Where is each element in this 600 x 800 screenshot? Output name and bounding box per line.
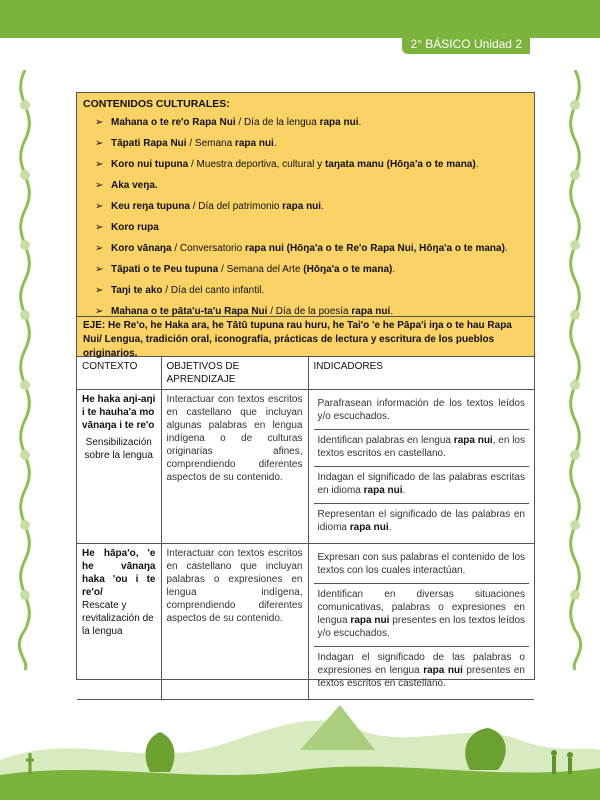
punctuation: . [321, 201, 324, 212]
cultural-item [95, 243, 528, 255]
cultural-item-desc: / Semana [186, 138, 235, 149]
right-ornament-border [560, 70, 590, 670]
indicators-cell [308, 544, 534, 700]
cultural-item [95, 264, 528, 276]
indicator-item [314, 547, 530, 584]
cultural-item-desc: / Muestra deportiva, cultural y [188, 159, 325, 170]
indicator-text: Indagan el significado de las palabras escritas en idioma [317, 472, 525, 496]
unit-tag: 2° BÁSICO Unidad 2 [402, 34, 530, 54]
indicator-term: rapa nui [423, 665, 463, 676]
cultural-item-term: (Hōŋa'a o te mana) [303, 264, 393, 275]
arrow-bullet-icon: ➢ [95, 138, 104, 149]
cultural-item-term: rapa nui [234, 138, 274, 149]
arrow-bullet-icon: ➢ [95, 117, 104, 128]
cultural-item-term: rapa nui (Hōŋa'a o te Re'o Rapa Nui, Hōŋa'a o te mana) [244, 243, 505, 254]
cultural-item-name: Keu reŋa tupuna [111, 201, 190, 212]
context-cell [77, 390, 161, 544]
cultural-item-desc: / Conversatorio [171, 243, 245, 254]
cultural-item [95, 285, 528, 297]
cultural-item-desc: / Semana del Arte [218, 264, 304, 275]
cultural-item-name: Taŋi te ako [111, 285, 163, 296]
arrow-bullet-icon: ➢ [95, 201, 104, 212]
context-cell [77, 544, 161, 700]
learning-grid [77, 357, 534, 700]
cultural-item-name: Tāpati Rapa Nui [111, 138, 187, 149]
punctuation: . [392, 264, 396, 275]
cultural-contents-section [77, 93, 534, 317]
cultural-item-name: Aka veŋa. [111, 180, 158, 191]
cultural-item-name: Koro nui tupuna [111, 159, 189, 170]
axis-statement: EJE: He Re'o, he Haka ara, he Tātū tupuna rau huru, he Tai'o 'e he Pāpa'i iŋa o te hau Rapa Nui/ Lengua, tradición oral, iconografía, prácticas de lectura y escritura de los pueblos originarios. [77, 317, 534, 357]
objective-cell: Interactuar con textos escritos en castellano que incluyan algunas palabras en lengua indígena o de culturas originarias afines, comprendiendo diferentes aspectos de su contenido. [161, 390, 308, 544]
indicator-text-end: presentes en los textos leídos y/o escuchados. [317, 615, 526, 639]
header-indicators: INDICADORES [308, 357, 534, 390]
context-subtitle: Sensibilización sobre la lengua [84, 437, 153, 461]
indicator-item [314, 584, 530, 647]
header-objectives: OBJETIVOS DE APRENDIZAJE [161, 357, 308, 390]
cultural-item [95, 201, 528, 213]
indicator-text-end: presentes en textos escritos en castellano. [317, 665, 525, 689]
cultural-item-name: Mahana o te re'o Rapa Nui [111, 117, 236, 128]
curriculum-table [76, 92, 535, 689]
indicator-item [314, 647, 530, 696]
cultural-item-term: rapa nui [319, 117, 359, 128]
cultural-item [95, 159, 528, 171]
left-ornament-border [10, 70, 40, 670]
indicator-term: rapa nui [363, 485, 403, 496]
punctuation: . [273, 138, 277, 149]
indicator-text: Indagan el significado de las palabras o expresiones en lengua [317, 652, 525, 676]
punctuation: . [475, 159, 479, 170]
cultural-item [95, 306, 528, 318]
indicator-text: Representan el significado de las palabras en idioma [317, 509, 525, 533]
indicators-cell [308, 390, 534, 544]
cultural-item [95, 222, 528, 234]
context-title: He haka aŋi-aŋi i te hauha'a mo vānaŋa i te re'o [82, 394, 156, 431]
indicator-item [314, 504, 530, 540]
objective-cell: Interactuar con textos escritos en castellano que incluyan palabras o expresiones en lengua indígena, comprendiendo diferentes aspectos de su contenido. [161, 544, 308, 700]
context-subtitle: Rescate y revitalización de la lengua [82, 600, 154, 637]
arrow-bullet-icon: ➢ [95, 285, 104, 296]
punctuation: . [504, 243, 508, 254]
arrow-bullet-icon: ➢ [95, 306, 104, 317]
header-band [0, 0, 600, 38]
arrow-bullet-icon: ➢ [95, 264, 104, 275]
grid-header-row [77, 357, 534, 390]
cultural-item-term: rapa nui [351, 306, 391, 317]
indicator-item [314, 430, 530, 467]
indicator-text: Identifican en diversas situaciones comunicativas, palabras o expresiones en lengua [317, 589, 525, 626]
grid-row [77, 544, 534, 700]
cultural-item-desc: / Día de la poesía [267, 306, 352, 317]
cultural-item [95, 138, 528, 150]
arrow-bullet-icon: ➢ [95, 243, 104, 254]
cultural-item-term: rapa nui [282, 201, 322, 212]
indicator-text: Parafrasean información de los textos leídos y/o escuchados. [317, 398, 525, 422]
cultural-item-desc: / Día del patrimonio [189, 201, 283, 212]
arrow-bullet-icon: ➢ [95, 180, 104, 191]
cultural-item-desc: / Día de la lengua [235, 117, 320, 128]
context-title: He hāpa'o, 'e he vānaŋa haka 'ou i te re'o/ [82, 548, 156, 598]
header-context: CONTEXTO [77, 357, 161, 390]
indicator-text-end: . [388, 522, 392, 533]
cultural-item-name: Koro rupa [111, 222, 159, 233]
arrow-bullet-icon: ➢ [95, 159, 104, 170]
cultural-item [95, 117, 528, 129]
cultural-contents-list [83, 117, 528, 318]
cultural-item-name: Koro vānaŋa [111, 243, 172, 254]
cultural-item [95, 180, 528, 192]
indicator-text-end: . [402, 485, 406, 496]
indicator-term: rapa nui [349, 522, 389, 533]
cultural-item-name: Tāpati o te Peu tupuna [111, 264, 219, 275]
indicator-item [314, 467, 530, 504]
indicator-text: Expresan con sus palabras el contenido de los textos con los cuales interactúan. [317, 552, 525, 576]
indicator-text-end: , en los textos escritos en castellano. [317, 435, 525, 459]
punctuation: . [390, 306, 394, 317]
indicator-term: rapa nui [453, 435, 493, 446]
punctuation: . [358, 117, 362, 128]
cultural-contents-title: CONTENIDOS CULTURALES: [83, 98, 230, 110]
arrow-bullet-icon: ➢ [95, 222, 104, 233]
cultural-item-term: taŋata manu (Hōŋa'a o te mana) [324, 159, 476, 170]
indicator-item [314, 393, 530, 430]
cultural-item-desc: / Día del canto infantil. [162, 285, 265, 296]
indicator-text: Identifican palabras en lengua [317, 435, 454, 446]
grid-row [77, 390, 534, 544]
cultural-item-name: Mahana o te pāta'u-ta'u Rapa Nui [111, 306, 268, 317]
indicator-term: rapa nui [350, 615, 390, 626]
bottom-landscape-illustration [0, 690, 600, 800]
